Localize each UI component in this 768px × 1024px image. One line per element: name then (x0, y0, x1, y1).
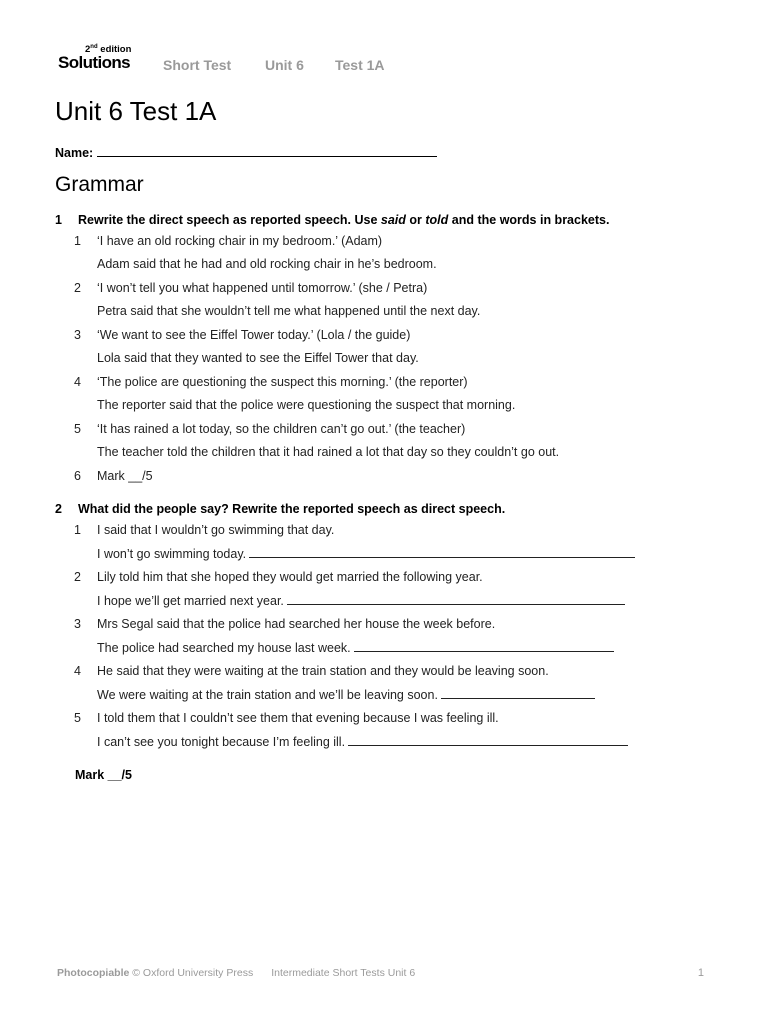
item-prompt: ‘It has rained a lot today, so the children can’t go out.’ (the teacher) (97, 422, 466, 436)
exercise-1-mark: 6 Mark __/5 (74, 469, 153, 483)
page-number: 1 (697, 967, 704, 979)
item-prompt: Mrs Segal said that the police had searched her house the week before. (97, 617, 496, 631)
answer-blank[interactable] (354, 640, 614, 652)
brand-name: Solutions (58, 53, 131, 72)
item-prompt: I said that I wouldn’t go swimming that day. (97, 523, 335, 537)
item-prompt: He said that they were waiting at the train station and they would be leaving soon. (97, 664, 549, 678)
item-prompt: ‘The police are questioning the suspect this morning.’ (the reporter) (97, 375, 468, 389)
item-answer: I can’t see you tonight because I’m feeling ill. (97, 734, 628, 749)
list-item: 3 ‘We want to see the Eiffel Tower today.’ (Lola / the guide) Lola said that they wanted to see the Eiffel Tower that day. (74, 328, 419, 365)
item-answer: We were waiting at the train station and we’ll be leaving soon. (97, 687, 595, 702)
header-unit: Unit 6 (265, 57, 304, 73)
answer-blank[interactable] (287, 593, 625, 605)
exercise-2 (55, 502, 715, 755)
item-answer: The teacher told the children that it had rained a lot that day so they couldn’t go out. (97, 445, 560, 459)
list-item: 1 ‘I have an old rocking chair in my bedroom.’ (Adam) Adam said that he had and old rocking chair in he’s bedroom. (74, 234, 437, 271)
list-item: 4 ‘The police are questioning the suspect this morning.’ (the reporter) The reporter said that the police were questioning the suspect that morning. (74, 375, 516, 412)
name-label: Name: (55, 146, 94, 160)
section-heading: Grammar (55, 173, 144, 196)
name-field[interactable] (55, 145, 437, 160)
exercise-2-instruction: 2 What did the people say? Rewrite the reported speech as direct speech. (55, 502, 506, 516)
exercise-1-instruction: 1 Rewrite the direct speech as reported speech. Use said or told and the words in brackets. (55, 213, 610, 227)
item-answer: The reporter said that the police were questioning the suspect that morning. (97, 398, 516, 412)
item-prompt: ‘We want to see the Eiffel Tower today.’ (Lola / the guide) (97, 328, 411, 342)
answer-blank[interactable] (441, 687, 595, 699)
solutions-logo (58, 44, 140, 76)
edition-label: 2nd edition (85, 44, 132, 56)
publisher: © Oxford University Press (129, 967, 254, 979)
item-prompt: ‘I won’t tell you what happened until tomorrow.’ (she / Petra) (97, 281, 428, 295)
item-answer: Lola said that they wanted to see the Eiffel Tower that day. (97, 351, 419, 365)
page-footer (57, 967, 415, 979)
exercise-1 (55, 213, 715, 491)
photocopiable-label: Photocopiable (57, 967, 130, 979)
answer-blank[interactable] (249, 546, 635, 558)
header-test: Test 1A (335, 57, 385, 73)
list-item: 1 I said that I wouldn’t go swimming that day. I won’t go swimming today. (55, 520, 715, 567)
list-item: 5 ‘It has rained a lot today, so the children can’t go out.’ (the teacher) The teacher told the children that it had rained a lot that day so they couldn’t go out. (74, 422, 560, 459)
list-item: 2 Lily told him that she hoped they would get married the following year. I hope we’ll get married next year. (55, 567, 715, 614)
item-answer: The police had searched my house last week. (97, 640, 614, 655)
book-title: Intermediate Short Tests Unit 6 (271, 967, 416, 979)
item-prompt: I told them that I couldn’t see them that evening because I was feeling ill. (97, 711, 499, 725)
item-prompt: Lily told him that she hoped they would get married the following year. (97, 570, 483, 584)
exercise-2-mark: Mark __/5 (75, 768, 132, 782)
item-prompt: ‘I have an old rocking chair in my bedroom.’ (Adam) (97, 234, 383, 248)
list-item: 2 ‘I won’t tell you what happened until tomorrow.’ (she / Petra) Petra said that she wouldn’t tell me what happened until the next day. (74, 281, 481, 318)
name-line[interactable] (97, 145, 437, 157)
answer-blank[interactable] (348, 734, 628, 746)
item-answer: Adam said that he had and old rocking chair in he’s bedroom. (97, 257, 437, 271)
item-answer: I won’t go swimming today. (97, 546, 635, 561)
page-header (58, 44, 718, 80)
list-item: 5 I told them that I couldn’t see them that evening because I was feeling ill. I can’t see you tonight because I’m feeling ill. (55, 708, 715, 755)
list-item: 3 Mrs Segal said that the police had searched her house the week before. The police had searched my house last week. (55, 614, 715, 661)
item-answer: I hope we’ll get married next year. (97, 593, 625, 608)
page-title: Unit 6 Test 1A (55, 96, 217, 126)
item-answer: Petra said that she wouldn’t tell me what happened until the next day. (97, 304, 481, 318)
header-short-test: Short Test (163, 57, 232, 73)
list-item: 4 He said that they were waiting at the train station and they would be leaving soon. We were waiting at the train station and we’ll be leaving soon. (55, 661, 715, 708)
